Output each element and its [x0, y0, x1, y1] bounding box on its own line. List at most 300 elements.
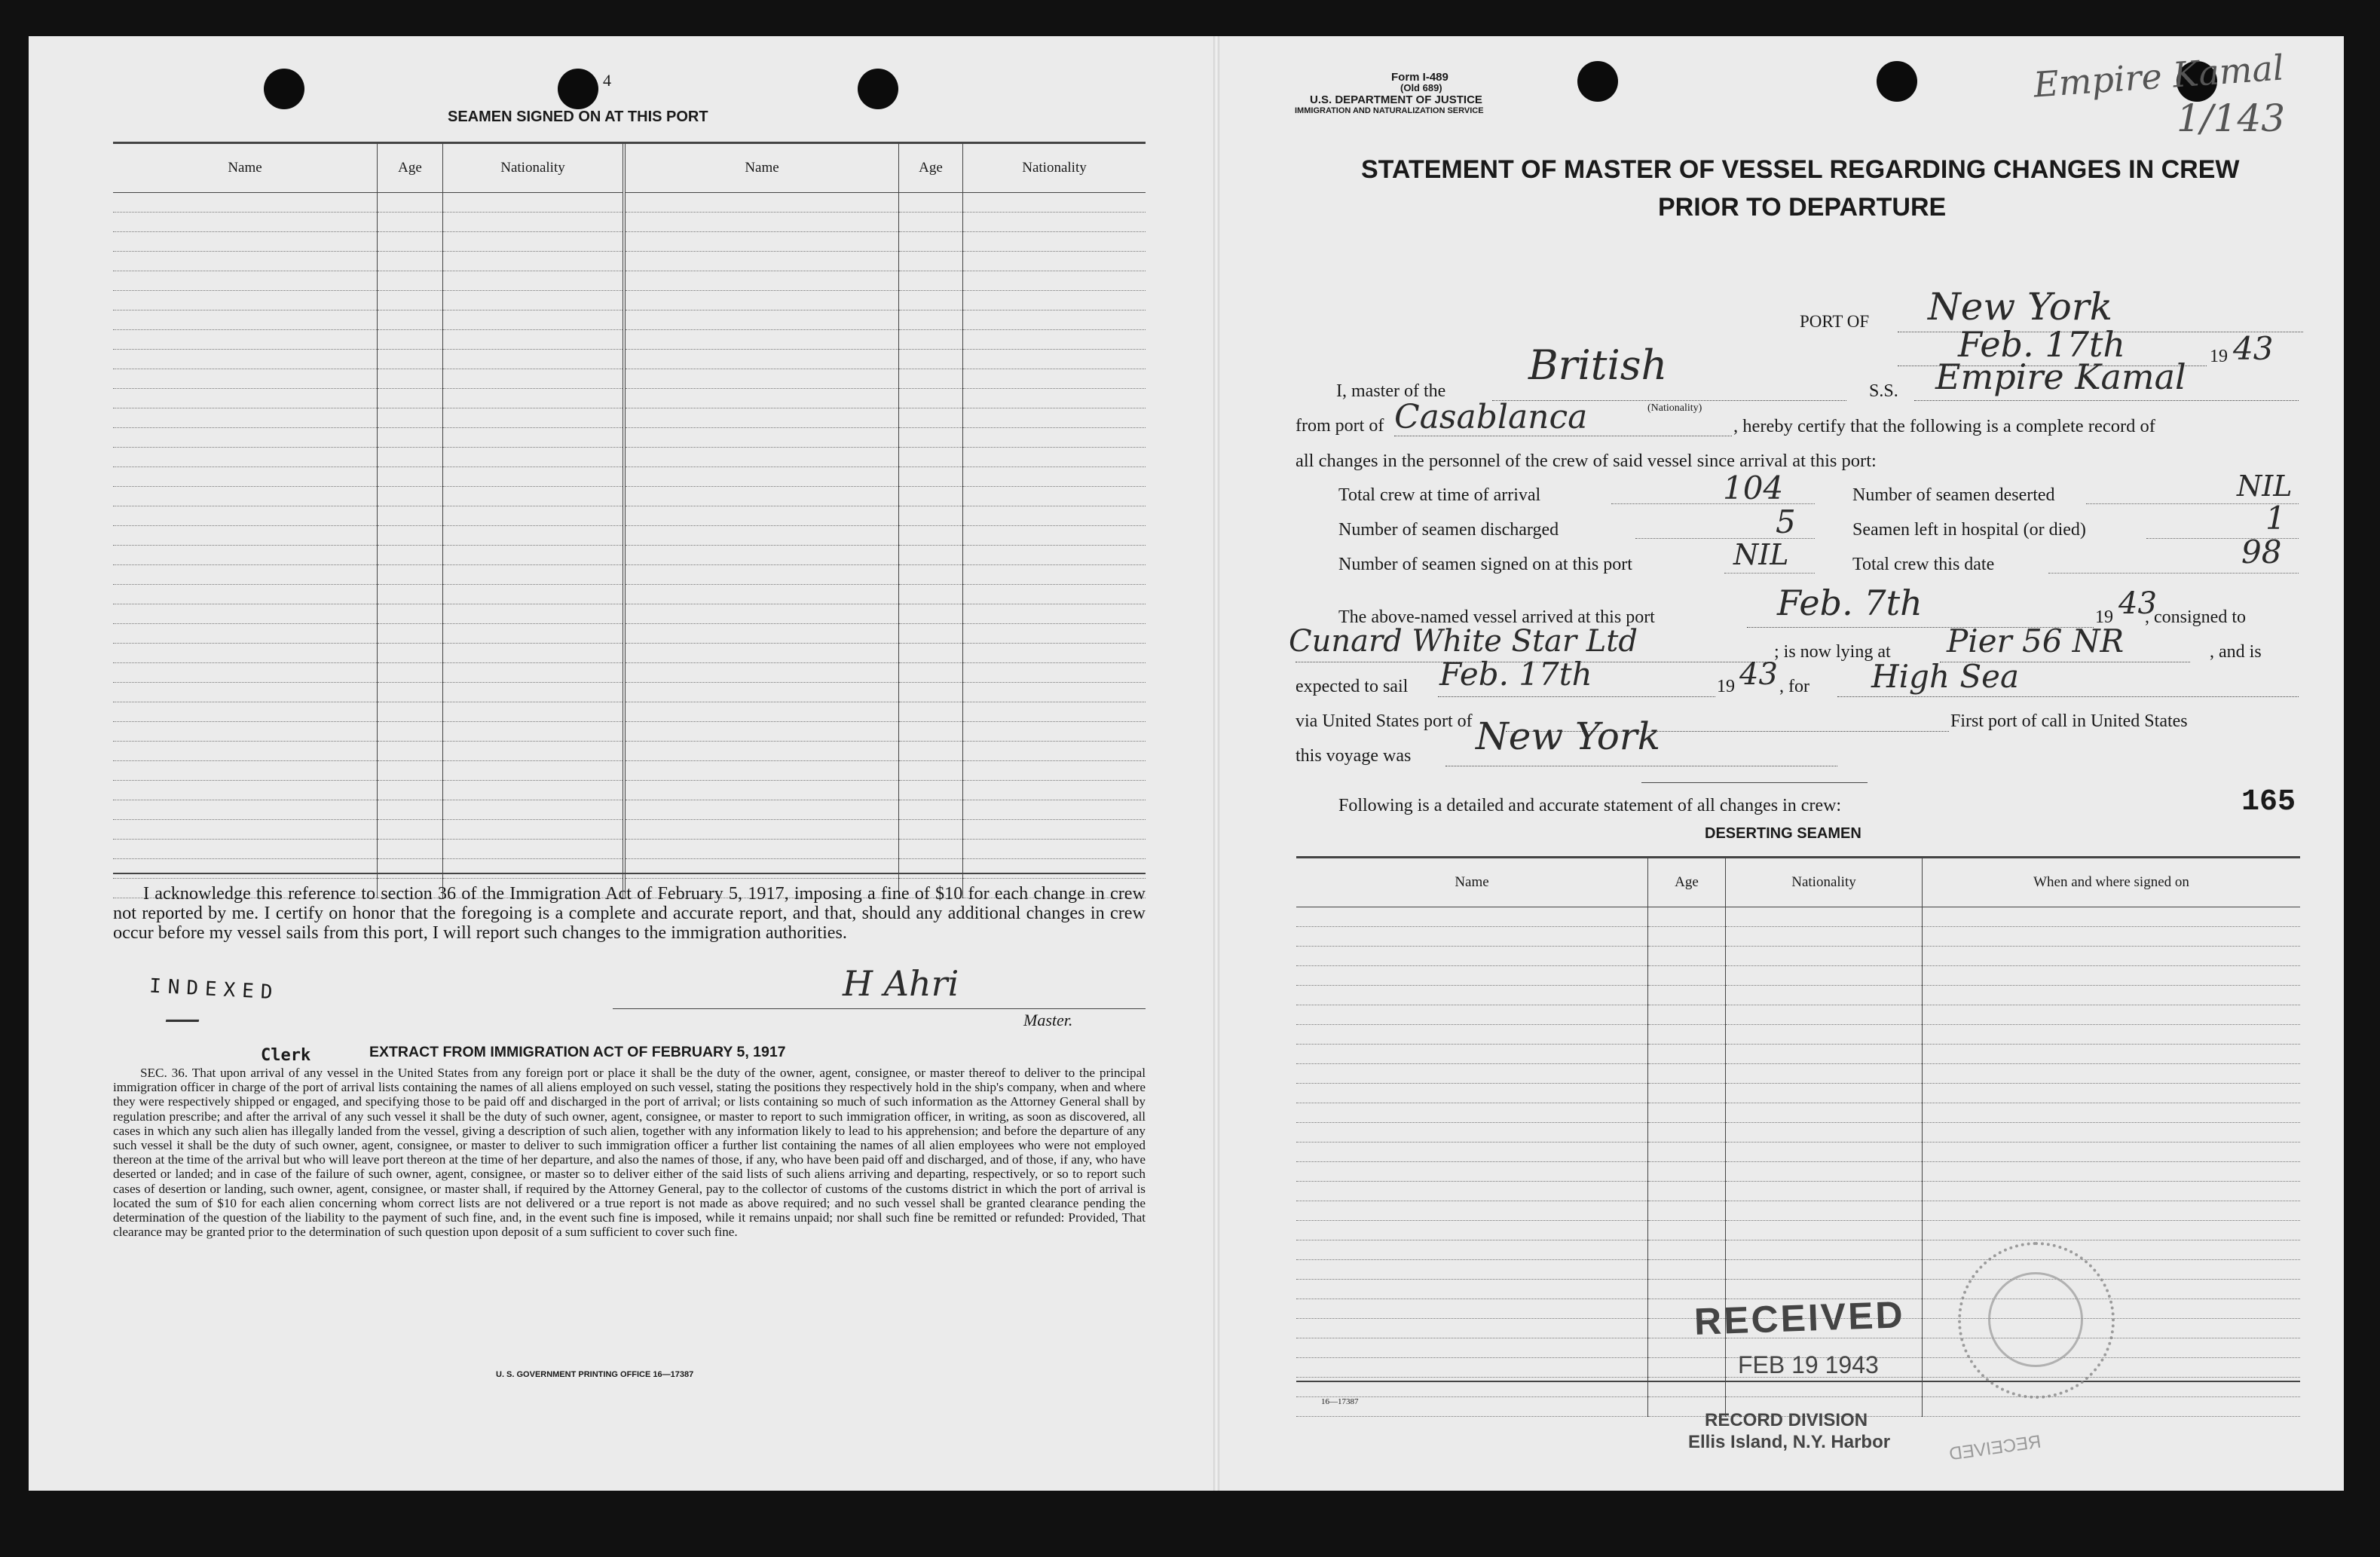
table-cell: [1296, 986, 1648, 1005]
table-cell: [899, 820, 963, 840]
from-port-label: from port of: [1296, 416, 1384, 436]
table-cell: [378, 585, 443, 604]
table-row: [113, 859, 1146, 879]
table-cell: [963, 487, 1146, 506]
table-cell: [1296, 1299, 1648, 1319]
total-crew-arrival-label: Total crew at time of arrival: [1338, 485, 1541, 505]
table-cell: [899, 213, 963, 232]
table-row: [113, 467, 1146, 487]
table-cell: [378, 487, 443, 506]
table-cell: [378, 369, 443, 389]
table-cell: [113, 310, 378, 330]
table-cell: [1296, 1260, 1648, 1280]
table-bottom-rule: [1296, 1381, 2300, 1382]
table-cell: [624, 702, 899, 722]
table-cell: [378, 644, 443, 663]
table-cell: [443, 506, 625, 526]
table-cell: [899, 252, 963, 271]
table-row: [1296, 947, 2300, 966]
table-cell: [443, 487, 625, 506]
table-cell: [443, 193, 625, 213]
table-cell: [1726, 1221, 1923, 1240]
table-cell: [963, 467, 1146, 487]
table-cell: [899, 448, 963, 467]
table-cell: [963, 350, 1146, 369]
table-row: [113, 369, 1146, 389]
table-cell: [1648, 1182, 1726, 1201]
table-cell: [1923, 1240, 2301, 1260]
table-cell: [443, 722, 625, 742]
table-cell: [1923, 1045, 2301, 1064]
clerk-label: Clerk: [261, 1046, 311, 1065]
table-cell: [113, 232, 378, 252]
table-cell: [378, 389, 443, 408]
table-cell: [899, 271, 963, 291]
table-cell: [1296, 1358, 1648, 1378]
table-row: [113, 310, 1146, 330]
table-cell: [378, 291, 443, 310]
table-cell: [1648, 1103, 1726, 1123]
table-cell: [1648, 966, 1726, 986]
table-cell: [963, 742, 1146, 761]
table-cell: [378, 350, 443, 369]
table-cell: [113, 722, 378, 742]
table-cell: [624, 408, 899, 428]
table-cell: [113, 428, 378, 448]
table-row: [1296, 1025, 2300, 1045]
table-row: [1296, 1182, 2300, 1201]
table-cell: [113, 644, 378, 663]
table-row: [1296, 1221, 2300, 1240]
table-cell: [443, 800, 625, 820]
table-row: [113, 624, 1146, 644]
for-label: , for: [1779, 677, 1809, 696]
signed-on-label: Number of seamen signed on at this port: [1338, 555, 1632, 574]
table-row: [113, 565, 1146, 585]
table-cell: [1726, 947, 1923, 966]
table-cell: [378, 193, 443, 213]
certify-text: , hereby certify that the following is a complete record of: [1733, 416, 2155, 436]
table-row: [113, 252, 1146, 271]
table-cell: [1923, 1201, 2301, 1221]
table-cell: [624, 604, 899, 624]
table-cell: [899, 624, 963, 644]
table-cell: [1648, 1201, 1726, 1221]
table-cell: [1726, 1260, 1923, 1280]
table-cell: [378, 624, 443, 644]
table-cell: [624, 487, 899, 506]
punch-hole: [264, 69, 304, 109]
ship-annotation: Empire Kamal: [2032, 47, 2286, 106]
leader-dots: [1724, 573, 1815, 574]
table-cell: [113, 291, 378, 310]
table-cell: [1648, 1123, 1726, 1143]
table-row: [113, 702, 1146, 722]
table-cell: [1726, 1182, 1923, 1201]
table-cell: [963, 428, 1146, 448]
table-cell: [1296, 1123, 1648, 1143]
form-old-number: (Old 689): [1400, 82, 1442, 93]
table-cell: [443, 310, 625, 330]
table-cell: [113, 487, 378, 506]
table-cell: [899, 781, 963, 800]
table-cell: [443, 232, 625, 252]
table-cell: [1296, 1280, 1648, 1299]
deserting-seamen-table-body: [1296, 907, 2300, 1417]
table-row: [113, 644, 1146, 663]
table-cell: [624, 389, 899, 408]
table-cell: [1648, 1280, 1726, 1299]
table-cell: [899, 742, 963, 761]
table-row: [113, 722, 1146, 742]
sail-year-prefix: 19: [1717, 677, 1735, 696]
table-cell: [113, 546, 378, 565]
table-row: [1296, 1123, 2300, 1143]
nationality-value: British: [1528, 341, 1668, 389]
table-row: [1296, 1143, 2300, 1162]
table-cell: [1296, 966, 1648, 986]
table-row: [113, 389, 1146, 408]
arrived-year-suffix: 43: [2118, 586, 2157, 621]
table-row: [113, 408, 1146, 428]
table-cell: [113, 213, 378, 232]
table-cell: [113, 604, 378, 624]
form-title-line1: STATEMENT OF MASTER OF VESSEL REGARDING CHANGES IN CREW: [1361, 155, 2240, 184]
table-cell: [443, 820, 625, 840]
table-cell: [113, 252, 378, 271]
table-cell: [624, 565, 899, 585]
table-cell: [899, 859, 963, 879]
table-cell: [899, 408, 963, 428]
table-cell: [899, 467, 963, 487]
table-cell: [899, 291, 963, 310]
table-row: [1296, 1240, 2300, 1260]
table-cell: [443, 859, 625, 879]
table-cell: [113, 820, 378, 840]
table-cell: [1726, 1084, 1923, 1103]
table-cell: [1648, 1358, 1726, 1378]
table-cell: [378, 820, 443, 840]
table-cell: [113, 800, 378, 820]
table-cell: [963, 271, 1146, 291]
table-cell: [1296, 1005, 1648, 1025]
table-cell: [963, 408, 1146, 428]
table-cell: [1923, 1162, 2301, 1182]
column-header: When and where signed on: [1923, 858, 2301, 907]
department-name: U.S. DEPARTMENT OF JUSTICE: [1310, 93, 1482, 106]
record-division-stamp: RECORD DIVISION: [1705, 1410, 1868, 1430]
table-cell: [624, 781, 899, 800]
discharged-value: 5: [1776, 503, 1796, 540]
table-cell: [113, 193, 378, 213]
table-cell: [624, 330, 899, 350]
clerk-initials-mark: —: [164, 997, 200, 1039]
ss-label: S.S.: [1869, 381, 1898, 401]
table-cell: [378, 506, 443, 526]
table-cell: [963, 761, 1146, 781]
arrived-year-prefix: 19: [2095, 607, 2113, 627]
from-port-value: Casablanca: [1394, 398, 1588, 436]
table-cell: [443, 663, 625, 683]
table-row: [1296, 927, 2300, 947]
table-cell: [1726, 1240, 1923, 1260]
table-cell: [963, 644, 1146, 663]
table-cell: [113, 663, 378, 683]
table-row: [113, 193, 1146, 213]
table-cell: [624, 310, 899, 330]
table-cell: [899, 761, 963, 781]
column-header: Nationality: [963, 144, 1146, 193]
table-row: [1296, 907, 2300, 927]
table-cell: [899, 840, 963, 859]
table-cell: [899, 663, 963, 683]
date-year-suffix: 43: [2233, 330, 2274, 367]
extract-heading: EXTRACT FROM IMMIGRATION ACT OF FEBRUARY 5, 1917: [369, 1044, 786, 1060]
table-row: [1296, 966, 2300, 986]
table-cell: [443, 408, 625, 428]
table-row: [1296, 1005, 2300, 1025]
lying-label: ; is now lying at: [1774, 642, 1891, 662]
port-of-label: PORT OF: [1800, 312, 1870, 331]
table-cell: [1923, 1182, 2301, 1201]
table-row: [113, 742, 1146, 761]
table-cell: [899, 604, 963, 624]
column-header: Age: [378, 144, 443, 193]
table-cell: [624, 526, 899, 546]
table-row: [113, 506, 1146, 526]
printer-imprint: U. S. GOVERNMENT PRINTING OFFICE 16—17387: [496, 1370, 694, 1379]
table-cell: [1296, 927, 1648, 947]
table-cell: [624, 369, 899, 389]
ship-name-value: Empire Kamal: [1935, 356, 2186, 397]
table-cell: [113, 526, 378, 546]
table-cell: [113, 448, 378, 467]
table-cell: [1726, 1103, 1923, 1123]
table-cell: [899, 389, 963, 408]
section-36-text: SEC. 36. That upon arrival of any vessel in the United States from any foreign port or place it shall be the duty of the owner, agent, consignee, or master thereof to deliver to the principal immigration officer in charge of the port of arrival lists containing the names of all aliens employed on such vessel, stating the positions they respectively hold in the ship's company, when and where they were respectively shipped or engaged, and specifying those to be paid off and discharged in the port of arrival; or lists containing so much of such information as the Attorney General shall by regulation prescribe; and after the arrival of any such vessel it shall be the duty of such owner, agent, consignee, or master to report to such immigration officer, in writing, as soon as discovered, all cases in which any such alien has illegally landed from the vessel, giving a description of such alien, together with any information likely to lead to his apprehension; and before the departure of any such vessel it shall be the duty of such owner, agent, consignee, or master to deliver to such immigration officer a further list containing the names of all alien employees who were not employed thereon at the time of the arrival but who will leave port thereon at the time of her departure, and also the names of those, if any, who have been paid off and discharged, and of those, if any, who have deserted or landed; and in case of the failure of such owner, agent, consignee, or master so to deliver either of the said lists of such aliens arriving and departing, respectively, or so to report such cases of desertion or landing, such owner, agent, consignee, or master shall, if required by the Attorney General, pay to the collector of customs of the customs district in which the port of arrival is located the sum of $10 for each alien concerning whom correct lists are not delivered or a true report is not made as above required; and no such vessel shall be granted clearance pending the determination of the question of the liability to the payment of such fine, and, in the event such fine is imposed, while it remains unpaid; nor shall such fine be remitted or refunded: Provided, That clearance may be granted prior to the determination of such question upon deposit of a sum sufficient to cover such fine.: [113, 1066, 1146, 1240]
table-cell: [443, 330, 625, 350]
table-cell: [378, 428, 443, 448]
table-cell: [624, 585, 899, 604]
table-cell: [963, 565, 1146, 585]
table-row: [113, 350, 1146, 369]
table-cell: [1648, 927, 1726, 947]
table-cell: [443, 702, 625, 722]
destination-line: [1837, 696, 2299, 697]
table-cell: [963, 702, 1146, 722]
table-row: [113, 526, 1146, 546]
page-number: 4: [603, 71, 611, 90]
table-cell: [624, 213, 899, 232]
table-cell: [1923, 1025, 2301, 1045]
table-cell: [963, 663, 1146, 683]
ship-name-line: [1914, 400, 2299, 401]
hospital-label: Seamen left in hospital (or died): [1852, 520, 2086, 540]
voyage-value: New York: [1476, 714, 1660, 758]
table-cell: [113, 702, 378, 722]
leader-dots: [2048, 573, 2299, 574]
table-cell: [378, 408, 443, 428]
table-cell: [1726, 1143, 1923, 1162]
table-cell: [1923, 1123, 2301, 1143]
table-cell: [899, 585, 963, 604]
table-cell: [1726, 1025, 1923, 1045]
column-header: Age: [1648, 858, 1726, 907]
table-cell: [1726, 1162, 1923, 1182]
deserting-seamen-heading: DESERTING SEAMEN: [1705, 825, 1861, 842]
table-cell: [1648, 1005, 1726, 1025]
table-cell: [899, 800, 963, 820]
table-cell: [443, 781, 625, 800]
consignee-value: Cunard White Star Ltd: [1289, 624, 1638, 659]
table-cell: [378, 310, 443, 330]
table-bottom-rule: [113, 873, 1146, 874]
table-cell: [1923, 1221, 2301, 1240]
following-text: Following is a detailed and accurate statement of all changes in crew:: [1338, 796, 1842, 815]
table-cell: [1923, 907, 2301, 927]
received-date-stamp: FEB 19 1943: [1738, 1351, 1879, 1378]
table-cell: [1923, 1143, 2301, 1162]
table-row: [113, 781, 1146, 800]
table-cell: [1296, 1319, 1648, 1338]
table-cell: [1296, 1162, 1648, 1182]
table-cell: [443, 624, 625, 644]
table-row: [113, 546, 1146, 565]
table-cell: [624, 624, 899, 644]
table-row: [1296, 1045, 2300, 1064]
table-cell: [113, 624, 378, 644]
table-cell: [443, 271, 625, 291]
total-crew-date-label: Total crew this date: [1852, 555, 1995, 574]
pier-value: Pier 56 NR: [1947, 622, 2125, 659]
table-cell: [1726, 1201, 1923, 1221]
ellis-island-stamp: Ellis Island, N.Y. Harbor: [1688, 1432, 1891, 1452]
sail-date-line: [1438, 696, 1715, 697]
table-cell: [624, 761, 899, 781]
table-cell: [899, 428, 963, 448]
table-cell: [963, 859, 1146, 879]
table-cell: [963, 820, 1146, 840]
form-number: Form I-489: [1391, 71, 1448, 84]
table-cell: [624, 467, 899, 487]
table-cell: [963, 193, 1146, 213]
table-cell: [1726, 1005, 1923, 1025]
table-cell: [113, 330, 378, 350]
table-cell: [1923, 986, 2301, 1005]
table-cell: [1648, 986, 1726, 1005]
table-cell: [1648, 947, 1726, 966]
table-cell: [899, 232, 963, 252]
table-cell: [113, 467, 378, 487]
table-cell: [1923, 1064, 2301, 1084]
table-cell: [1923, 1005, 2301, 1025]
table-cell: [378, 800, 443, 820]
table-row: [113, 232, 1146, 252]
table-cell: [1726, 1045, 1923, 1064]
table-cell: [899, 702, 963, 722]
form-code: 16—17387: [1321, 1397, 1359, 1406]
master-label: Master.: [1023, 1011, 1073, 1029]
table-cell: [963, 546, 1146, 565]
total-crew-date-value: 98: [2241, 534, 2282, 570]
table-cell: [443, 350, 625, 369]
table-cell: [113, 585, 378, 604]
table-cell: [1923, 1103, 2301, 1123]
table-cell: [443, 644, 625, 663]
table-cell: [963, 526, 1146, 546]
table-cell: [1726, 927, 1923, 947]
table-row: [113, 800, 1146, 820]
table-cell: [113, 781, 378, 800]
table-row: [113, 213, 1146, 232]
table-cell: [378, 467, 443, 487]
table-cell: [899, 487, 963, 506]
table-cell: [963, 800, 1146, 820]
acknowledgement-text: I acknowledge this reference to section 36 of the Immigration Act of February 5, 1917, imposing a fine of $10 for each change in crew not reported by me. I certify on honor that the foregoing is a complete and accurate report, and that, should any additional changes in crew occur before my vessel sails from this port, I will report such changes to the immigration authorities.: [113, 883, 1146, 943]
table-cell: [1648, 907, 1726, 927]
table-cell: [1726, 1123, 1923, 1143]
table-cell: [378, 840, 443, 859]
table-cell: [378, 448, 443, 467]
first-port-label: First port of call in United States: [1950, 711, 2188, 731]
table-cell: [1648, 1064, 1726, 1084]
table-cell: [1296, 1025, 1648, 1045]
table-cell: [1923, 947, 2301, 966]
table-cell: [113, 271, 378, 291]
table-cell: [1296, 1221, 1648, 1240]
table-cell: [1726, 986, 1923, 1005]
voyage-label: this voyage was: [1296, 746, 1412, 766]
table-cell: [113, 742, 378, 761]
table-cell: [624, 722, 899, 742]
table-cell: [1648, 1260, 1726, 1280]
table-row: [113, 683, 1146, 702]
table-row: [113, 487, 1146, 506]
table-cell: [963, 604, 1146, 624]
table-cell: [113, 859, 378, 879]
table-cell: [113, 369, 378, 389]
column-header: Age: [899, 144, 963, 193]
table-row: [1296, 986, 2300, 1005]
table-cell: [624, 448, 899, 467]
table-row: [1296, 1201, 2300, 1221]
table-cell: [899, 330, 963, 350]
table-row: [113, 761, 1146, 781]
table-row: [113, 271, 1146, 291]
table-cell: [899, 644, 963, 663]
table-cell: [443, 467, 625, 487]
table-cell: [378, 546, 443, 565]
table-cell: [899, 369, 963, 389]
master-of-the-label: I, master of the: [1336, 381, 1446, 401]
document-sheet: [29, 36, 2344, 1491]
table-row: [1296, 1162, 2300, 1182]
table-cell: [899, 526, 963, 546]
table-cell: [1923, 966, 2301, 986]
received-stamp: RECEIVED: [1693, 1293, 1906, 1343]
table-cell: [378, 526, 443, 546]
column-header: Name: [624, 144, 899, 193]
table-cell: [1648, 1084, 1726, 1103]
table-cell: [378, 702, 443, 722]
table-cell: [1726, 907, 1923, 927]
table-cell: [378, 213, 443, 232]
table-cell: [963, 232, 1146, 252]
table-cell: [624, 350, 899, 369]
table-cell: [624, 546, 899, 565]
signature-line: [613, 1008, 1146, 1009]
table-cell: [1296, 1338, 1648, 1358]
